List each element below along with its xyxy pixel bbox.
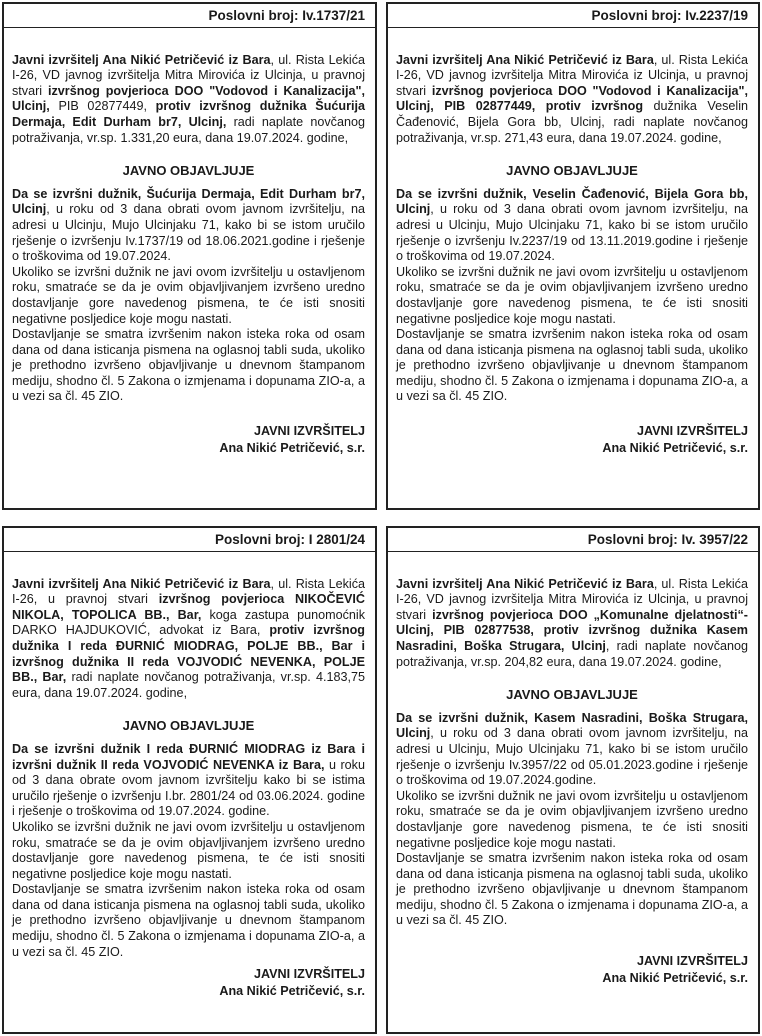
signature [12, 966, 365, 1000]
notice-iv-2237-19 [386, 2, 760, 510]
notice-intro [12, 577, 365, 702]
intro-segment: koga zastupa punomoćnik DARKO HAJDUKOVIĆ, advokat iz Bara, [12, 607, 365, 638]
signature [12, 423, 365, 457]
notice-heading: JAVNO OBJAVLJUJE [122, 718, 255, 734]
signature-title: JAVNI IZVRŠITELJ [636, 424, 748, 439]
notice-body [396, 187, 748, 265]
intro-segment: Javni izvršitelj Ana Nikić Petričević iz Bara [12, 52, 271, 67]
signature-name: Ana Nikić Petričević, s.r. [602, 971, 748, 986]
notice-heading: JAVNO OBJAVLJUJE [122, 163, 255, 179]
case-number: Poslovni broj: Iv.2237/19 [388, 4, 758, 28]
notice-heading: JAVNO OBJAVLJUJE [506, 687, 638, 703]
intro-segment: , ul. Rista Lekića I-26, u pravnoj stvari [12, 576, 365, 607]
notice-intro [396, 53, 748, 147]
intro-segment: radi naplate novčanog potraživanja, vr.sp. 1.331,20 eura, dana 19.07.2024. godine, [12, 114, 365, 145]
intro-segment: izvršnog povjerioca DOO „Komunalne djelatnosti“- Ulcinj, PIB 02877538, protiv izvršnog dužnika Kasem Nasradini, Boška Strugara, Ulcinj [396, 607, 748, 653]
notice-iv-1737-21 [2, 2, 377, 510]
intro-segment: , radi naplate novčanog potraživanja, vr.sp. 204,82 eura, dana 19.07.2024. godine, [396, 638, 749, 669]
paragraph-delivery: Dostavljanje se smatra izvršenim nakon isteka roka od osam dana od dana isticanja pismena na oglasnoj tabli suda, ukoliko je prethodno izvršeno objavljivanje u dnevnom štampanom mediju, shodno čl. 5 Zakona o izmjenama i dopunama ZIO-a, a u vezi sa čl. 45 ZIO. [12, 327, 365, 404]
body-segment: Da se izvršni dužnik I reda ĐURNIĆ MIODRAG iz Bara i izvršni dužnik II reda VOJVODIĆ NEVENKA iz Bara, [12, 741, 365, 772]
signature [396, 423, 748, 457]
signature-name: Ana Nikić Petričević, s.r. [219, 984, 365, 999]
intro-segment: izvršnog povjerioca DOO "Vodovod i Kanalizacija", Ulcinj, PIB 02877449, protiv izvršnog [396, 83, 748, 114]
notice-body [396, 711, 748, 789]
notice-iv-3957-22 [386, 526, 760, 1034]
intro-segment: izvršnog povjerioca DOO "Vodovod i Kanalizacija", Ulcinj, [12, 83, 365, 114]
signature-title: JAVNI IZVRŠITELJ [253, 967, 365, 982]
paragraph-unreported: Ukoliko se izvršni dužnik ne javi ovom izvršitelju u ostavljenom roku, smatraće se da je ovim objavljivanjem izvršeno uredno dostavljanje gore navedenog pismena, te će isti snositi negativne posljedice koje mogu nastati. [396, 264, 748, 326]
paragraph-delivery: Dostavljanje se smatra izvršenim nakon isteka roka od osam dana od dana isticanja pismena na oglasnoj tabli suda, ukoliko je prethodno izvršeno objavljivanje u dnevnom štampanom mediju, shodno čl. 5 Zakona o izmjenama i dopunama ZIO-a, a u vezi sa čl. 45 ZIO. [12, 882, 365, 959]
signature-title: JAVNI IZVRŠITELJ [636, 954, 748, 969]
intro-segment: izvršnog povjerioca NIKOČEVIĆ NIKOLA, TOPOLICA BB., Bar, [12, 592, 366, 622]
body-segment: Da se izvršni dužnik, Kasem Nasradini, Boška Strugara, Ulcinj [396, 710, 748, 741]
intro-segment: PIB 02877449, [49, 99, 156, 114]
case-number: Poslovni broj: Iv. 3957/22 [388, 528, 758, 552]
paragraph-unreported: Ukoliko se izvršni dužnik ne javi ovom izvršitelju u ostavljenom roku, smatraće se da je ovim objavljivanjem izvršeno uredno dostavljanje gore navedenog pismena, te će isti snositi negativne posljedice koje mogu nastati. [396, 788, 748, 850]
body-segment: Da se izvršni dužnik, Šućurija Dermaja, Edit Durham br7, Ulcinj [12, 186, 365, 217]
paragraph-unreported: Ukoliko se izvršni dužnik ne javi ovom izvršitelju u ostavljenom roku, smatraće se da je ovim objavljivanjem izvršeno uredno dostavljanje gore navedenog pismena, te će isti snositi negativne posljedice koje mogu nastati. [12, 264, 365, 326]
case-number: Poslovni broj: I 2801/24 [4, 528, 375, 552]
notice-heading: JAVNO OBJAVLJUJE [506, 163, 638, 179]
intro-segment: protiv izvršnog dužnika Šućurija Dermaja, Edit Durham br7, Ulcinj, [12, 99, 365, 129]
notice-intro [12, 53, 365, 147]
intro-segment: Javni izvršitelj Ana Nikić Petričević iz Bara [396, 52, 654, 67]
body-segment: , u roku od 3 dana obrati ovom javnom izvršitelju, na adresi u Ulcinju, Mujo Ulcinjaku 71, kako bi se istom uručilo rješenje o izvršenju Iv.2237/19 od 13.11.2019.godine i rješenje o troškovima od 19.07.2024. [396, 202, 748, 264]
intro-segment: dužnika Veselin Čađenović, Bijela Gora bb, Ulcinj, radi naplate novčanog potraživanja, vr.sp. 271,43 eura, dana 19.07.2024. godine, [396, 99, 748, 145]
intro-segment: , ul. Rista Lekića I-26, VD javnog izvršitelja Mitra Mirovića iz Ulcinja, u pravnoj stvari [396, 52, 748, 98]
paragraph-delivery: Dostavljanje se smatra izvršenim nakon isteka roka od osam dana od dana isticanja pismena na oglasnoj tabli suda, ukoliko je prethodno izvršeno objavljivanje u dnevnom štampanom mediju, shodno čl. 5 Zakona o izmjenama i dopunama ZIO-a, a u vezi sa čl. 45 ZIO. [396, 851, 748, 928]
signature-name: Ana Nikić Petričević, s.r. [219, 441, 365, 456]
notice-body [12, 742, 365, 820]
body-segment: , u roku od 3 dana obrati ovom javnom izvršitelju, na adresi u Ulcinju, Mujo Ulcinjaku 71, kako bi se istom uručilo rješenje o izvršenju Iv.1737/19 od 18.06.2021.godine i rješenje o troškovima od 19.07.2024. [12, 202, 365, 264]
body-segment: Da se izvršni dužnik, Veselin Čađenović, Bijela Gora bb, Ulcinj [396, 186, 748, 217]
paragraph-delivery: Dostavljanje se smatra izvršenim nakon isteka roka od osam dana od dana isticanja pismena na oglasnoj tabli suda, ukoliko je prethodno izvršeno objavljivanje u dnevnom štampanom mediju, shodno čl. 5 Zakona o izmjenama i dopunama ZIO-a, a u vezi sa čl. 45 ZIO. [396, 327, 748, 404]
intro-segment: , ul. Rista Lekića I-26, VD javnog izvršitelja Mitra Mirovića iz Ulcinja, u pravnoj stvari [12, 52, 365, 98]
notice-i-2801-24 [2, 526, 377, 1034]
intro-segment: Javni izvršitelj Ana Nikić Petričević iz Bara [12, 576, 271, 591]
notice-intro [396, 577, 748, 671]
body-segment: u roku od 3 dana obrate ovom javnom izvršitelju kako bi se istima uručilo rješenje o izvršenju I.br. 2801/24 od 03.06.2024. godine i rješenje o troškovima od 19.07.2024. godine. [12, 757, 365, 819]
intro-segment: protiv izvršnog dužnika I reda ĐURNIĆ MIODRAG, POLJE BB., Bar i izvršnog dužnika II reda VOJVODIĆ NEVENKA, POLJE BB., Bar, [12, 623, 365, 685]
signature [396, 953, 748, 987]
signature-title: JAVNI IZVRŠITELJ [253, 424, 365, 439]
intro-segment: , ul. Rista Lekića I-26, VD javnog izvršitelja Mitra Mirovića iz Ulcinja, u pravnoj stvari [396, 576, 748, 622]
signature-name: Ana Nikić Petričević, s.r. [602, 441, 748, 456]
paragraph-unreported: Ukoliko se izvršni dužnik ne javi ovom izvršitelju u ostavljenom roku, smatraće se da je ovim objavljivanjem izvršeno uredno dostavljanje gore navedenog pismena, te će isti snositi negativne posljedice koje mogu nastati. [12, 819, 365, 881]
intro-segment: Javni izvršitelj Ana Nikić Petričević iz Bara [396, 576, 654, 591]
notice-body [12, 187, 365, 265]
intro-segment: radi naplate novčanog potraživanja, vr.sp. 4.183,75 eura, dana 19.07.2024. godine, [12, 670, 365, 700]
case-number: Poslovni broj: Iv.1737/21 [4, 4, 375, 28]
body-segment: , u roku od 3 dana obrati ovom javnom izvršitelju, na adresi u Ulcinju, Mujo Ulcinjaku 71, kako bi se istom uručilo rješenje o izvršenju Iv.3957/22 od 05.01.2023.godine i rješenje o troškovima od 19.07.2024.godine. [396, 726, 748, 788]
